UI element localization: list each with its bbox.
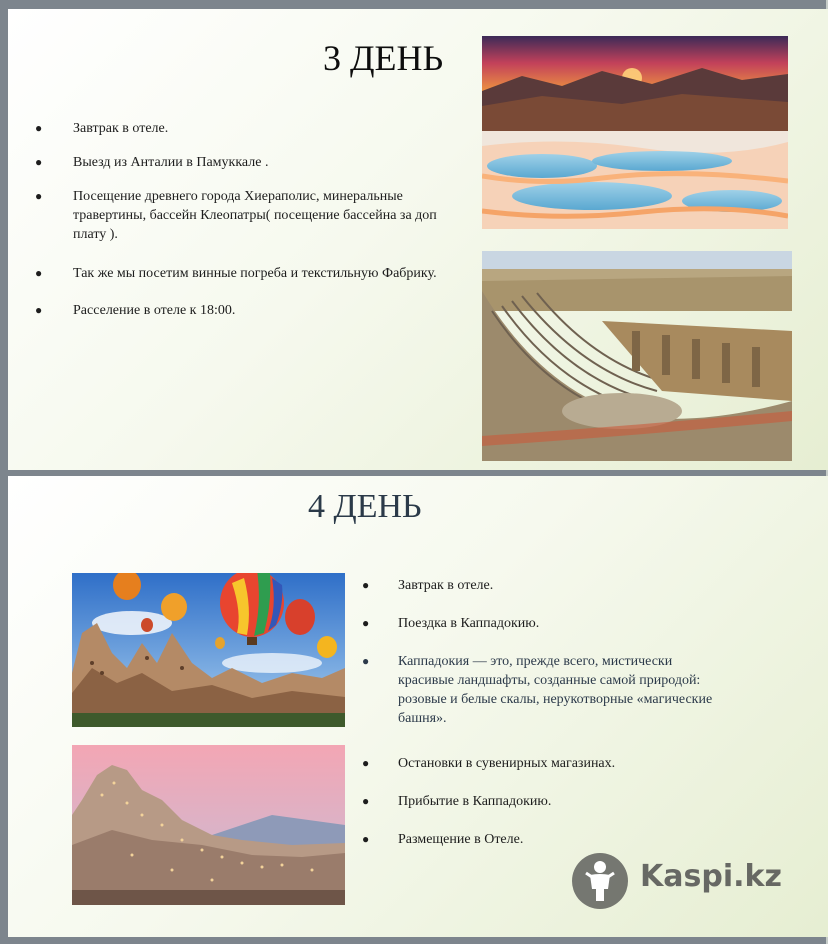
kaspi-person-logo-icon bbox=[572, 853, 628, 909]
list-item: ● Каппадокия — это, прежде всего, мистически красивые ландшафты, созданные самой природой: розовые и белые скалы, нерукотворные «магические башня». bbox=[362, 654, 713, 726]
bullet-icon: ● bbox=[35, 121, 43, 135]
uchisar-castle-photo bbox=[72, 745, 345, 905]
pamukkale-travertines-photo bbox=[482, 36, 788, 229]
list-item: ● Посещение древнего города Хиераполис, минеральные травертины, бассейн Клеопатры( посещение бассейна за доп плату ). bbox=[35, 189, 437, 242]
bullet-icon: ● bbox=[35, 303, 43, 317]
list-item: ● Остановки в сувенирных магазинах. bbox=[362, 756, 616, 771]
list-item: ● Поездка в Каппадокию. bbox=[362, 616, 540, 631]
list-item: ● Выезд из Анталии в Памуккале . bbox=[35, 155, 269, 170]
slide-day-3 bbox=[8, 9, 828, 470]
bottom-frame-bar bbox=[0, 937, 828, 944]
top-frame-bar bbox=[0, 0, 828, 9]
day-3-itinerary-list bbox=[35, 119, 465, 320]
day-4-title: 4 ДЕНЬ bbox=[308, 488, 422, 525]
bullet-icon: ● bbox=[362, 616, 370, 630]
kaspi-watermark bbox=[572, 853, 802, 909]
list-item: ● Расселение в отеле к 18:00. bbox=[35, 303, 236, 318]
bullet-icon: ● bbox=[362, 756, 370, 770]
hierapolis-theatre-photo bbox=[482, 251, 792, 461]
bullet-icon: ● bbox=[362, 578, 370, 592]
list-item: ● Прибытие в Каппадокию. bbox=[362, 794, 552, 809]
watermark-text: Kaspi.kz bbox=[640, 859, 782, 894]
bullet-icon: ● bbox=[35, 155, 43, 169]
bullet-icon: ● bbox=[362, 832, 370, 846]
list-item: ● Завтрак в отеле. bbox=[362, 578, 494, 593]
bullet-icon: ● bbox=[362, 794, 370, 808]
list-item: ● Завтрак в отеле. bbox=[35, 121, 169, 136]
bullet-icon: ● bbox=[362, 654, 370, 668]
list-item: ● Так же мы посетим винные погреба и текстильную Фабрику. bbox=[35, 266, 437, 281]
list-item: ● Размещение в Отеле. bbox=[362, 832, 524, 847]
bullet-icon: ● bbox=[35, 266, 43, 280]
day-4-itinerary-list bbox=[358, 576, 718, 849]
cappadocia-balloons-photo bbox=[72, 573, 345, 727]
bullet-icon: ● bbox=[35, 189, 43, 203]
day-3-title: 3 ДЕНЬ bbox=[323, 38, 444, 78]
